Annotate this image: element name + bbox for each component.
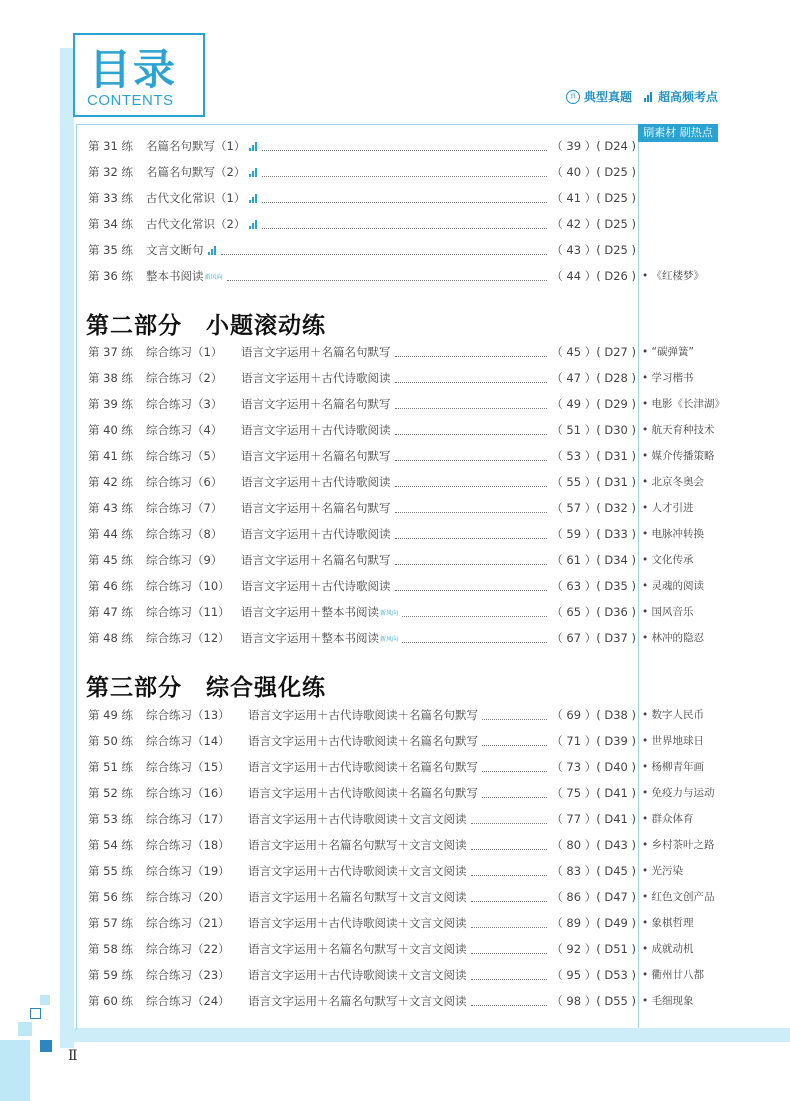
hotspot-tag[interactable]: • 世界地球日 <box>642 735 705 747</box>
exercise-number: 第 47 练 <box>88 605 133 619</box>
legend-typical-label: 典型真题 <box>583 90 632 104</box>
exercise-name: 综合练习（15） <box>146 760 230 774</box>
exercise-name: 综合练习（19） <box>146 864 230 878</box>
decor-band-left <box>60 48 74 1048</box>
hotspot-label: 衢州廿八都 <box>651 969 705 981</box>
exercise-number: 第 44 练 <box>88 527 133 541</box>
new-trend-badge: 新风向 <box>380 609 399 617</box>
exercise-name: 综合练习（7） <box>146 501 223 515</box>
page-reference: （ 67 ）( D37 ) <box>551 631 636 645</box>
toc-row[interactable] <box>88 861 636 881</box>
toc-row[interactable] <box>88 524 636 544</box>
exercise-content: 语言文字运用＋名篇名句默写＋文言文阅读 <box>248 890 467 904</box>
page-reference: （ 51 ）( D30 ) <box>551 423 636 437</box>
exercise-number: 第 55 练 <box>88 864 133 878</box>
exercise-number: 第 33 练 <box>88 191 133 205</box>
exercise-number: 第 39 练 <box>88 397 133 411</box>
dot-leader <box>402 608 547 617</box>
toc-row[interactable] <box>88 188 636 208</box>
exercise-content: 语言文字运用＋名篇名句默写＋文言文阅读 <box>248 838 467 852</box>
dot-leader <box>395 504 548 513</box>
page-reference: （ 44 ）( D26 ) <box>551 269 636 283</box>
page-reference: （ 80 ）( D43 ) <box>551 838 636 852</box>
exercise-content: 语言文字运用＋古代诗歌阅读＋名篇名句默写 <box>248 786 478 800</box>
exercise-content: 语言文字运用＋古代诗歌阅读 <box>241 579 391 593</box>
exercise-name: 综合练习（2） <box>146 371 223 385</box>
exercise-content: 语言文字运用＋名篇名句默写 <box>241 345 391 359</box>
exercise-name: 综合练习（23） <box>146 968 230 982</box>
hotspot-label: 电脉冲转换 <box>651 528 705 540</box>
exercise-content: 语言文字运用＋名篇名句默写 <box>241 501 391 515</box>
hotspot-label: 世界地球日 <box>651 735 705 747</box>
exercise-name: 综合练习（17） <box>146 812 230 826</box>
legend <box>566 88 718 105</box>
dot-leader <box>482 789 547 798</box>
hotspot-tag[interactable]: • 红色文创产品 <box>642 891 715 903</box>
page-reference: （ 53 ）( D31 ) <box>551 449 636 463</box>
toc-row[interactable] <box>88 214 636 234</box>
exercise-name: 综合练习（11） <box>146 605 230 619</box>
hotspot-label: 人才引进 <box>651 502 694 514</box>
dot-leader <box>395 478 548 487</box>
exercise-number: 第 51 练 <box>88 760 133 774</box>
toc-row[interactable] <box>88 266 636 286</box>
dot-leader <box>395 452 548 461</box>
exercise-content: 语言文字运用＋古代诗歌阅读＋名篇名句默写 <box>248 734 478 748</box>
hotspot-tag[interactable]: • 成就动机 <box>642 943 694 955</box>
toc-row[interactable] <box>88 240 636 260</box>
high-frequency-icon <box>249 142 258 151</box>
dot-leader <box>395 582 548 591</box>
hotspot-tag[interactable]: • 人才引进 <box>642 502 694 514</box>
sidebar-header: 刷素材 刷热点 <box>638 124 718 142</box>
hotspot-label: 《红楼梦》 <box>651 270 705 282</box>
exercise-number: 第 36 练 <box>88 269 133 283</box>
dot-leader <box>482 711 547 720</box>
page-reference: （ 92 ）( D51 ) <box>551 942 636 956</box>
exercise-number: 第 60 练 <box>88 994 133 1008</box>
exercise-content: 语言文字运用＋整本书阅读 <box>241 631 379 645</box>
decor-square <box>40 995 50 1005</box>
exercise-content: 语言文字运用＋古代诗歌阅读＋名篇名句默写 <box>248 760 478 774</box>
dot-leader <box>221 246 548 255</box>
new-trend-badge: 新风向 <box>204 273 223 281</box>
exercise-title: 古代文化常识（2） <box>146 217 246 231</box>
hotspot-tag[interactable]: • 电脉冲转换 <box>642 528 705 540</box>
page-title: 目录 <box>89 45 178 94</box>
dot-leader <box>482 737 547 746</box>
hotspot-tag[interactable]: • 数字人民币 <box>642 709 705 721</box>
hotspot-tag[interactable]: • 电影《长津湖》 <box>642 398 726 410</box>
exercise-name: 综合练习（5） <box>146 449 223 463</box>
exercise-title: 名篇名句默写（1） <box>146 139 246 153</box>
exercise-number: 第 38 练 <box>88 371 133 385</box>
dot-leader <box>471 893 548 902</box>
exercise-number: 第 50 练 <box>88 734 133 748</box>
exercise-name: 综合练习（1） <box>146 345 223 359</box>
section-title-part2: 第二部分 小题滚动练 <box>86 312 326 339</box>
hotspot-label: 航天育种技术 <box>651 424 715 436</box>
hotspot-tag[interactable]: • 航天育种技术 <box>642 424 715 436</box>
page-reference: （ 49 ）( D29 ) <box>551 397 636 411</box>
dot-leader <box>471 945 548 954</box>
hotspot-label: 灵魂的阅读 <box>651 580 705 592</box>
hotspot-label: 成就动机 <box>651 943 694 955</box>
page-reference: （ 40 ）( D25 ) <box>551 165 636 179</box>
exercise-content: 语言文字运用＋古代诗歌阅读 <box>241 475 391 489</box>
hotspot-tag[interactable]: • 杨柳青年画 <box>642 761 705 773</box>
exercise-content: 语言文字运用＋古代诗歌阅读＋名篇名句默写 <box>248 708 478 722</box>
hotspot-tag[interactable]: • 文化传承 <box>642 554 694 566</box>
exercise-number: 第 35 练 <box>88 243 133 257</box>
title-block <box>73 33 205 117</box>
exercise-name: 综合练习（21） <box>146 916 230 930</box>
exercise-number: 第 37 练 <box>88 345 133 359</box>
exercise-name: 综合练习（20） <box>146 890 230 904</box>
exercise-number: 第 32 练 <box>88 165 133 179</box>
exercise-content: 语言文字运用＋名篇名句默写＋文言文阅读 <box>248 994 467 1008</box>
legend-high-freq-label: 超高频考点 <box>657 90 718 104</box>
toc-row[interactable] <box>88 394 636 414</box>
hotspot-tag[interactable]: • 国风音乐 <box>642 606 694 618</box>
dot-leader <box>471 971 548 980</box>
exercise-title: 文言文断句 <box>146 243 204 257</box>
dot-leader <box>402 634 547 643</box>
hotspot-label: 象棋哲理 <box>651 917 694 929</box>
toc-row[interactable] <box>88 446 636 466</box>
high-frequency-icon <box>249 194 258 203</box>
toc-row[interactable] <box>88 913 636 933</box>
page-reference: （ 95 ）( D53 ) <box>551 968 636 982</box>
hotspot-label: 文化传承 <box>651 554 694 566</box>
hotspot-label: 电影《长津湖》 <box>651 398 726 410</box>
page-reference: （ 73 ）( D40 ) <box>551 760 636 774</box>
exercise-name: 综合练习（4） <box>146 423 223 437</box>
hotspot-tag[interactable]: • 《红楼梦》 <box>642 270 705 282</box>
page-reference: （ 59 ）( D33 ) <box>551 527 636 541</box>
typical-question-icon: 真 <box>566 90 580 104</box>
dot-leader <box>471 919 548 928</box>
exercise-number: 第 56 练 <box>88 890 133 904</box>
toc-row[interactable] <box>88 835 636 855</box>
exercise-content: 语言文字运用＋古代诗歌阅读＋文言文阅读 <box>248 864 467 878</box>
exercise-title: 古代文化常识（1） <box>146 191 246 205</box>
dot-leader <box>262 220 547 229</box>
hotspot-tag[interactable]: • 灵魂的阅读 <box>642 580 705 592</box>
exercise-number: 第 45 练 <box>88 553 133 567</box>
exercise-number: 第 58 练 <box>88 942 133 956</box>
column-divider <box>638 142 639 1028</box>
page-reference: （ 98 ）( D55 ) <box>551 994 636 1008</box>
section-title-part3: 第三部分 综合强化练 <box>86 674 326 701</box>
hotspot-tag[interactable]: • 象棋哲理 <box>642 917 694 929</box>
dot-leader <box>482 763 547 772</box>
toc-row[interactable] <box>88 809 636 829</box>
high-frequency-icon <box>249 168 258 177</box>
dot-leader <box>262 194 547 203</box>
decor-square <box>30 1008 41 1019</box>
exercise-number: 第 52 练 <box>88 786 133 800</box>
dot-leader <box>395 426 548 435</box>
high-frequency-icon <box>208 246 217 255</box>
exercise-content: 语言文字运用＋古代诗歌阅读 <box>241 371 391 385</box>
hotspot-label: 光污染 <box>651 865 684 877</box>
hotspot-tag[interactable]: • 北京冬奥会 <box>642 476 705 488</box>
exercise-name: 综合练习（13） <box>146 708 230 722</box>
hotspot-label: 国风音乐 <box>651 606 694 618</box>
toc-row[interactable] <box>88 498 636 518</box>
toc-row[interactable] <box>88 162 636 182</box>
exercise-number: 第 40 练 <box>88 423 133 437</box>
hotspot-label: 杨柳青年画 <box>651 761 705 773</box>
exercise-title: 整本书阅读 <box>146 269 204 283</box>
exercise-content: 语言文字运用＋名篇名句默写 <box>241 397 391 411</box>
exercise-content: 语言文字运用＋古代诗歌阅读 <box>241 423 391 437</box>
exercise-name: 综合练习（24） <box>146 994 230 1008</box>
dot-leader <box>395 556 548 565</box>
hotspot-label: 红色文创产品 <box>651 891 715 903</box>
exercise-name: 综合练习（6） <box>146 475 223 489</box>
page-reference: （ 61 ）( D34 ) <box>551 553 636 567</box>
exercise-content: 语言文字运用＋古代诗歌阅读 <box>241 527 391 541</box>
exercise-number: 第 49 练 <box>88 708 133 722</box>
exercise-number: 第 57 练 <box>88 916 133 930</box>
toc-row[interactable] <box>88 783 636 803</box>
page-reference: （ 47 ）( D28 ) <box>551 371 636 385</box>
page-reference: （ 89 ）( D49 ) <box>551 916 636 930</box>
exercise-number: 第 42 练 <box>88 475 133 489</box>
dot-leader <box>262 168 547 177</box>
exercise-number: 第 34 练 <box>88 217 133 231</box>
toc-row[interactable] <box>88 602 636 622</box>
toc-row[interactable] <box>88 136 636 156</box>
exercise-name: 综合练习（14） <box>146 734 230 748</box>
toc-row[interactable] <box>88 757 636 777</box>
page-reference: （ 63 ）( D35 ) <box>551 579 636 593</box>
toc-row[interactable] <box>88 368 636 388</box>
page-reference: （ 57 ）( D32 ) <box>551 501 636 515</box>
exercise-name: 综合练习（9） <box>146 553 223 567</box>
exercise-name: 综合练习（12） <box>146 631 230 645</box>
toc-row[interactable] <box>88 939 636 959</box>
new-trend-badge: 新风向 <box>380 635 399 643</box>
page-reference: （ 71 ）( D39 ) <box>551 734 636 748</box>
toc-row[interactable] <box>88 420 636 440</box>
page-reference: （ 39 ）( D24 ) <box>551 139 636 153</box>
exercise-content: 语言文字运用＋名篇名句默写 <box>241 553 391 567</box>
dot-leader <box>262 142 547 151</box>
exercise-content: 语言文字运用＋整本书阅读 <box>241 605 379 619</box>
page-subtitle: CONTENTS <box>87 92 174 109</box>
exercise-title: 名篇名句默写（2） <box>146 165 246 179</box>
hotspot-tag[interactable]: • 免疫力与运动 <box>642 787 715 799</box>
decor-band-bottom <box>60 1028 790 1042</box>
dot-leader <box>395 530 548 539</box>
exercise-content: 语言文字运用＋古代诗歌阅读＋文言文阅读 <box>248 916 467 930</box>
hotspot-tag[interactable]: • 乡村茶叶之路 <box>642 839 715 851</box>
hotspot-tag[interactable]: • “碳弹簧” <box>642 346 694 358</box>
page-reference: （ 75 ）( D41 ) <box>551 786 636 800</box>
exercise-name: 综合练习（10） <box>146 579 230 593</box>
decor-square <box>40 1040 52 1052</box>
dot-leader <box>471 867 548 876</box>
exercise-number: 第 59 练 <box>88 968 133 982</box>
dot-leader <box>395 374 548 383</box>
dot-leader <box>227 272 548 281</box>
dot-leader <box>471 997 548 1006</box>
page-reference: （ 83 ）( D45 ) <box>551 864 636 878</box>
hotspot-tag[interactable]: • 群众体育 <box>642 813 694 825</box>
toc-row[interactable] <box>88 550 636 570</box>
toc-row[interactable] <box>88 472 636 492</box>
page-reference: （ 43 ）( D25 ) <box>551 243 636 257</box>
page-number: Ⅱ <box>68 1048 78 1064</box>
exercise-number: 第 54 练 <box>88 838 133 852</box>
toc-row[interactable] <box>88 887 636 907</box>
dot-leader <box>471 815 548 824</box>
hotspot-label: 媒介传播策略 <box>651 450 715 462</box>
exercise-number: 第 48 练 <box>88 631 133 645</box>
page-reference: （ 42 ）( D25 ) <box>551 217 636 231</box>
exercise-content: 语言文字运用＋名篇名句默写＋文言文阅读 <box>248 942 467 956</box>
hotspot-tag[interactable]: • 媒介传播策略 <box>642 450 715 462</box>
exercise-content: 语言文字运用＋古代诗歌阅读＋文言文阅读 <box>248 968 467 982</box>
hotspot-tag[interactable]: • 学习楷书 <box>642 372 694 384</box>
page-reference: （ 86 ）( D47 ) <box>551 890 636 904</box>
exercise-number: 第 53 练 <box>88 812 133 826</box>
hotspot-label: 群众体育 <box>651 813 694 825</box>
toc-row[interactable] <box>88 705 636 725</box>
exercise-number: 第 31 练 <box>88 139 133 153</box>
decor-square <box>0 1040 30 1101</box>
page-reference: （ 69 ）( D38 ) <box>551 708 636 722</box>
hotspot-label: 数字人民币 <box>651 709 705 721</box>
toc-row[interactable] <box>88 965 636 985</box>
hotspot-label: 乡村茶叶之路 <box>651 839 715 851</box>
dot-leader <box>395 400 548 409</box>
exercise-name: 综合练习（22） <box>146 942 230 956</box>
hotspot-tag[interactable]: • 光污染 <box>642 865 684 877</box>
page-reference: （ 45 ）( D27 ) <box>551 345 636 359</box>
exercise-number: 第 46 练 <box>88 579 133 593</box>
page-reference: （ 41 ）( D25 ) <box>551 191 636 205</box>
exercise-number: 第 41 练 <box>88 449 133 463</box>
hotspot-label: 学习楷书 <box>651 372 694 384</box>
exercise-content: 语言文字运用＋古代诗歌阅读＋文言文阅读 <box>248 812 467 826</box>
exercise-name: 综合练习（16） <box>146 786 230 800</box>
hotspot-label: 林冲的隐忍 <box>651 632 705 644</box>
hotspot-label: 北京冬奥会 <box>651 476 705 488</box>
high-frequency-icon <box>249 220 258 229</box>
hotspot-tag[interactable]: • 衢州廿八都 <box>642 969 705 981</box>
high-frequency-icon <box>644 92 654 102</box>
toc-row[interactable] <box>88 342 636 362</box>
toc-row[interactable] <box>88 731 636 751</box>
dot-leader <box>395 348 548 357</box>
exercise-content: 语言文字运用＋名篇名句默写 <box>241 449 391 463</box>
toc-row[interactable] <box>88 576 636 596</box>
hotspot-label: “碳弹簧” <box>651 346 694 358</box>
decor-square <box>18 1022 32 1036</box>
page-reference: （ 65 ）( D36 ) <box>551 605 636 619</box>
hotspot-label: 免疫力与运动 <box>651 787 715 799</box>
hotspot-label: 毛细现象 <box>651 995 694 1007</box>
page-reference: （ 55 ）( D31 ) <box>551 475 636 489</box>
page-reference: （ 77 ）( D41 ) <box>551 812 636 826</box>
toc-row[interactable] <box>88 628 636 648</box>
exercise-number: 第 43 练 <box>88 501 133 515</box>
dot-leader <box>471 841 548 850</box>
hotspot-tag[interactable]: • 林冲的隐忍 <box>642 632 705 644</box>
exercise-name: 综合练习（8） <box>146 527 223 541</box>
toc-row[interactable] <box>88 991 636 1011</box>
exercise-name: 综合练习（3） <box>146 397 223 411</box>
hotspot-tag[interactable]: • 毛细现象 <box>642 995 694 1007</box>
exercise-name: 综合练习（18） <box>146 838 230 852</box>
